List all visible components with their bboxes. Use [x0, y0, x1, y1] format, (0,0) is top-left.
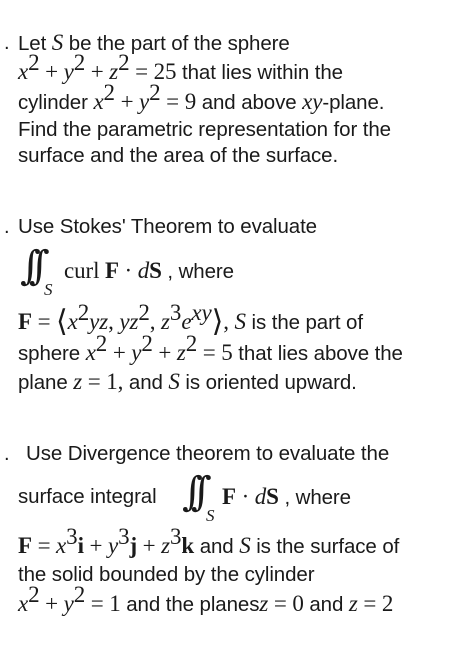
problem-3-line-5: $x^2 + y^2 = 1$ and the planesz = 0 and z = 2	[18, 582, 394, 616]
problem-1-line-3: cylinder $x^2 + y^2 = 9$ and above xy-plane.	[18, 80, 385, 114]
problem-bullet: .	[4, 216, 10, 238]
integral-subscript: S	[44, 280, 53, 299]
double-integral-icon: ∫∫	[182, 469, 200, 515]
problem-1-line-2: $x^2 + y^2 + z^2 = 25$ that lies within the	[18, 50, 343, 84]
double-integral-icon: ∫∫	[20, 243, 38, 289]
problem-1-line-1: Let S be the part of the sphere	[18, 30, 290, 55]
problem-3-line-2b: F · dS , where	[222, 484, 351, 509]
problem-2-line-1: Use Stokes' Theorem to evaluate	[18, 215, 317, 238]
problem-bullet: .	[4, 443, 10, 465]
problem-3-line-2a: surface integral	[18, 485, 157, 508]
problem-1-line-5: surface and the area of the surface.	[18, 144, 339, 167]
problem-3-line-3: $F = x^3i + y^3j + z^3k$ and S is the surface of	[18, 524, 400, 558]
problem-1-line-4: Find the parametric representation for the	[18, 118, 391, 141]
problem-bullet: .	[4, 32, 10, 54]
problem-2-line-3: $F = ⟨x^2yz$, $yz^2$, $z^3e^{xy}⟩$, S is the part of	[18, 300, 363, 339]
integral-subscript: S	[206, 506, 215, 525]
problem-3-line-4: the solid bounded by the cylinder	[18, 563, 315, 586]
problem-2-line-5: plane z = 1, and S is oriented upward.	[18, 369, 357, 394]
problem-2-line-4: sphere $x^2 + y^2 + z^2 = 5$ that lies above the	[18, 331, 403, 365]
problem-3-line-1: Use Divergence theorem to evaluate the	[26, 442, 390, 465]
problem-2-line-2: curl F · dS , where	[64, 258, 234, 283]
